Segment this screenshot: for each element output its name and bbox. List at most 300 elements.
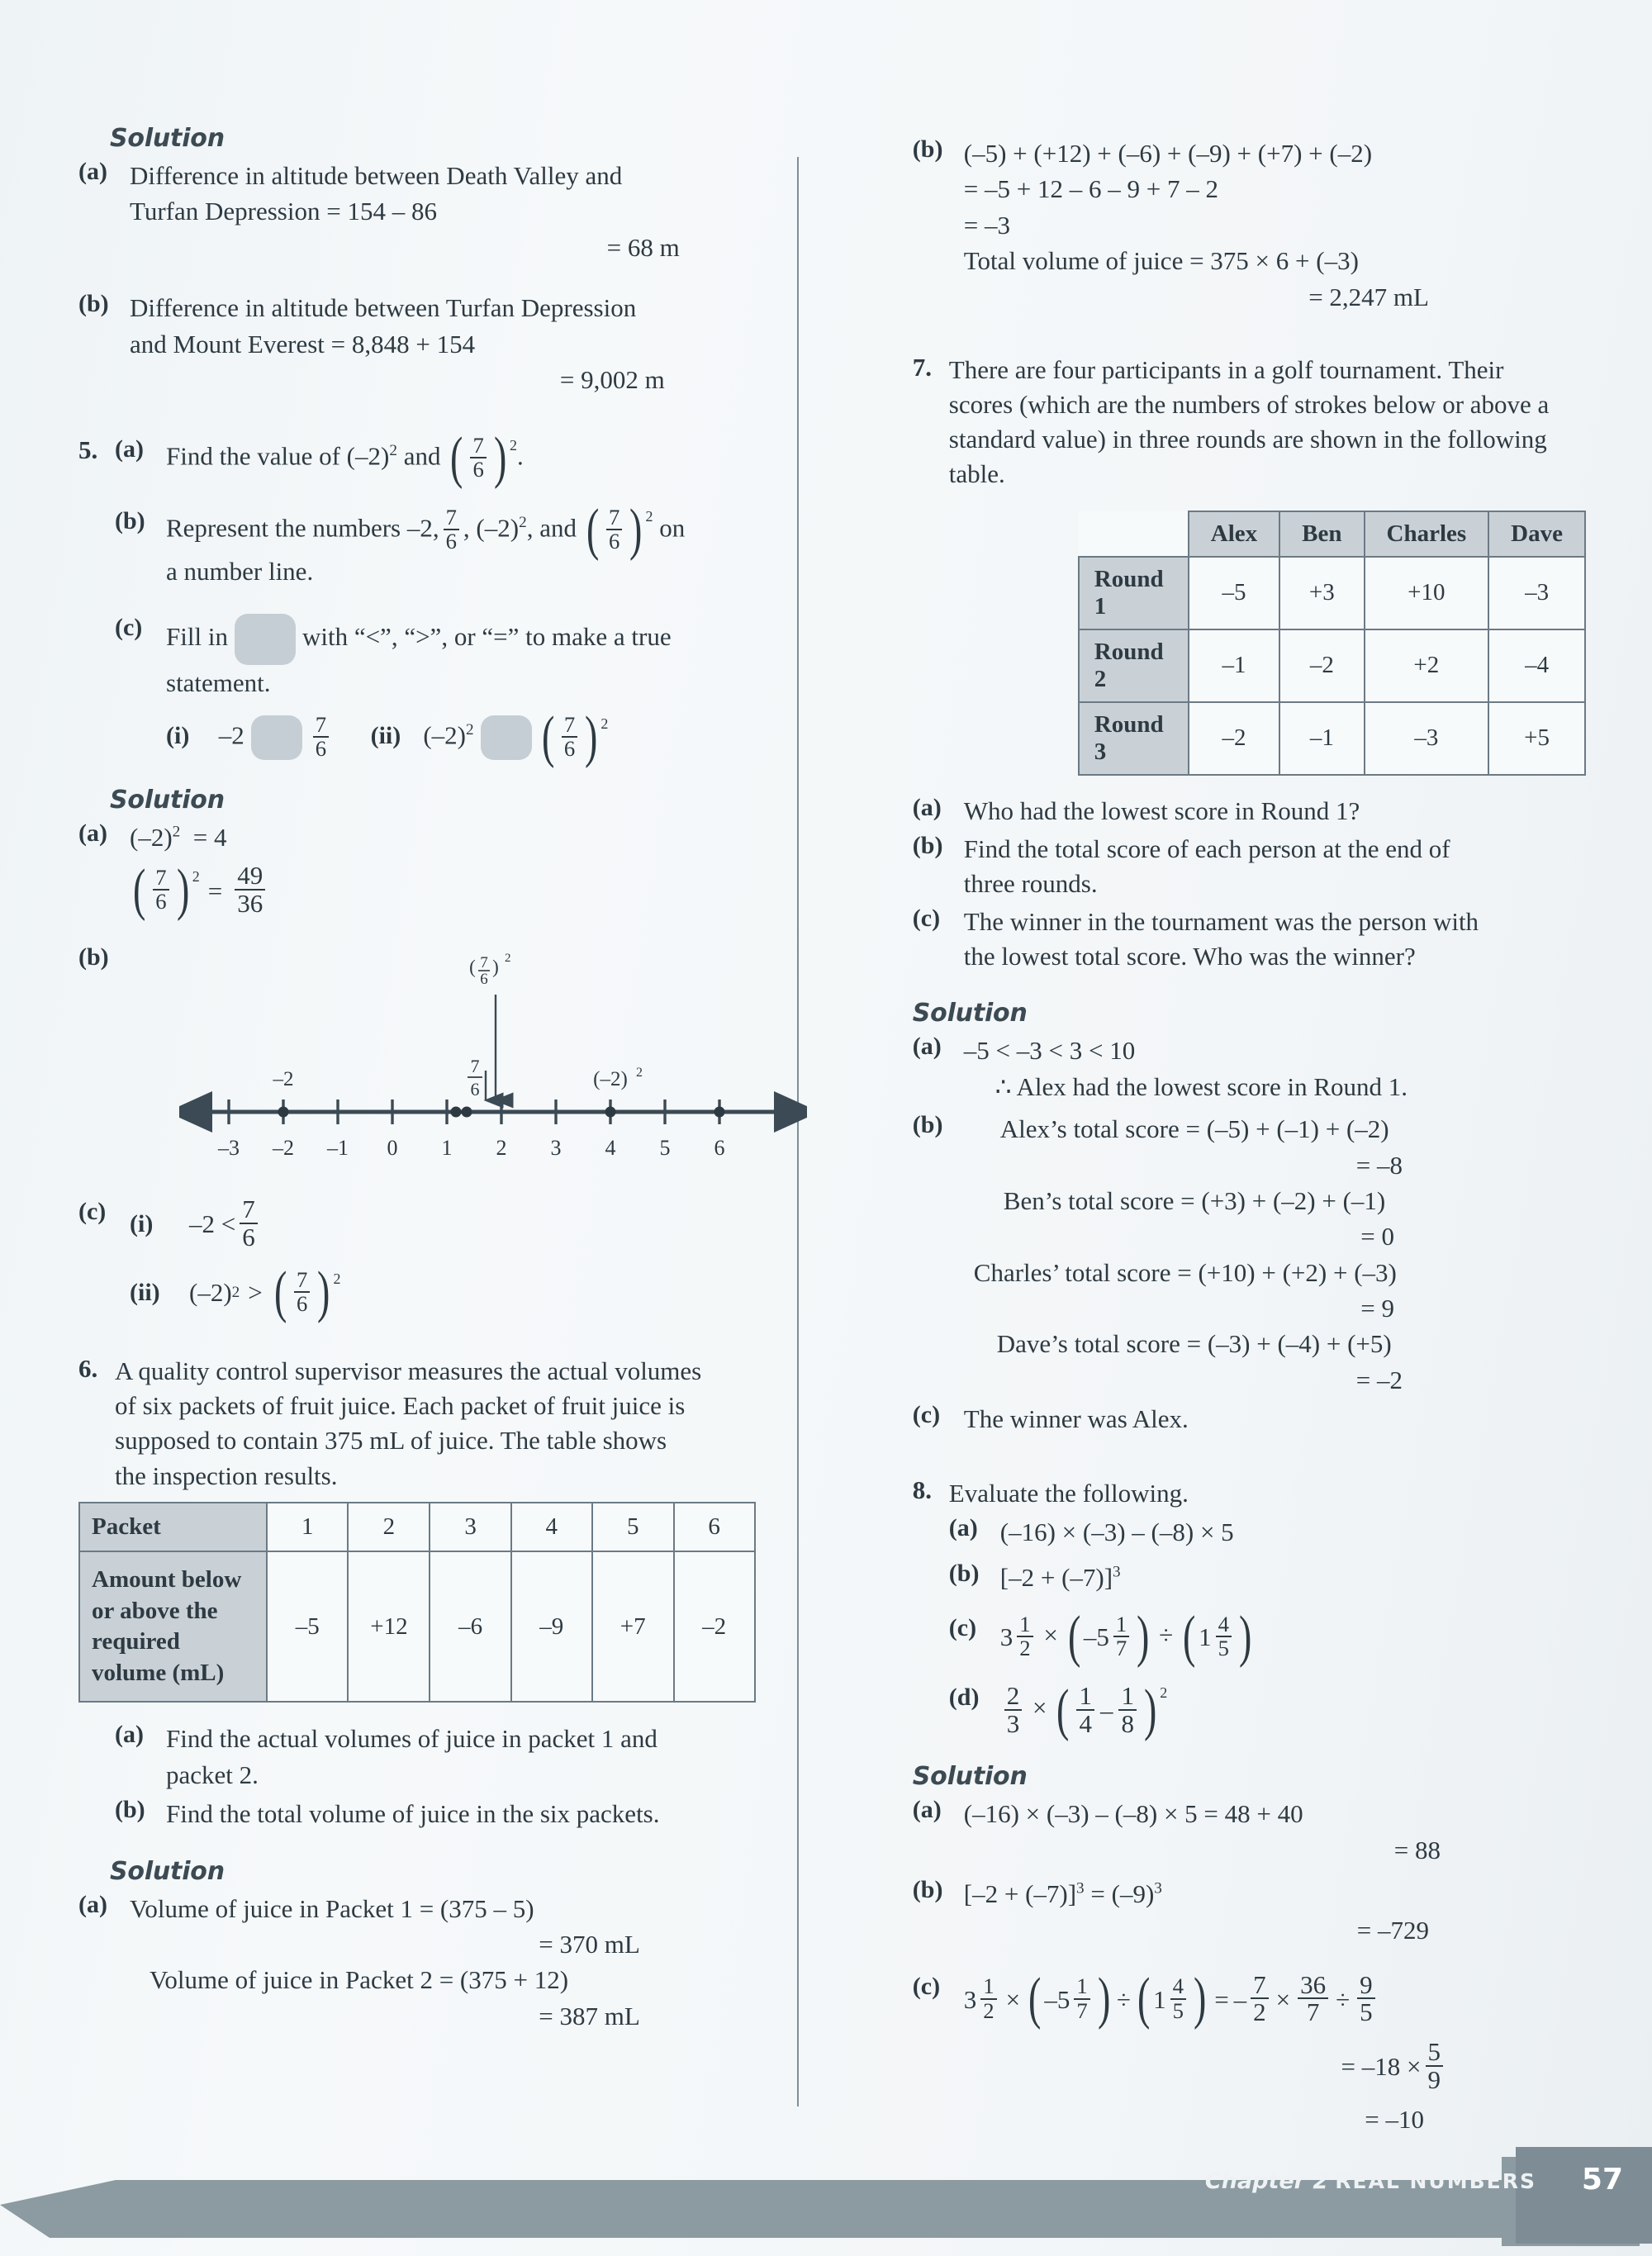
footer-chapter-label: Chapter 2: [1204, 2168, 1329, 2194]
sol6a-line1: Volume of juice in Packet 1 = (375 – 5): [130, 1893, 534, 1923]
q8c-m2-num: 1: [1115, 1611, 1127, 1636]
q7c-line1: The winner in the tournament was the person with: [963, 907, 1479, 937]
sol8b-line2: = –729: [1356, 1915, 1429, 1945]
sol8a-line2: = 88: [1393, 1835, 1441, 1864]
score-r3-ben: –1: [1279, 702, 1364, 775]
q8c-m3-whole: 1: [1199, 1622, 1212, 1652]
sol8c-m1-whole: 3: [963, 1984, 977, 2014]
packet-6: 6: [674, 1503, 755, 1552]
q7a-label: (a): [912, 793, 942, 821]
q8c-op-1: ×: [1043, 1620, 1058, 1650]
sol8c-eq: =: [1214, 1984, 1229, 2014]
q5b-exp2: 2: [645, 507, 653, 525]
q8d-paren-power: ( $\frac{1}{4}$ – $\frac{1}{8}$ ) $^2$: [1056, 1678, 1168, 1742]
sol7b-line2: = –8: [1355, 1150, 1403, 1180]
spacer-q6a: [78, 1721, 115, 1793]
q5b-text2: , (–2): [463, 513, 520, 543]
sol5c-i-label: (i): [130, 1210, 154, 1238]
sol5a-line2: ( $\frac{7}{6}$ ) $^2$ = $\frac{49}{36}$: [130, 864, 269, 918]
score-r3-alex: –2: [1189, 702, 1279, 775]
right-column: [912, 124, 1586, 2135]
svg-text:–3: –3: [218, 1135, 240, 1160]
sol7b-line1: Alex’s total score = (–5) + (–1) + (–2): [999, 1114, 1389, 1144]
sol8c-rf2-den: 7: [1298, 1997, 1328, 2026]
packet-3: 3: [430, 1503, 510, 1552]
question-number-8: 8.: [912, 1475, 933, 1504]
q8d-f2-num: 1: [1079, 1680, 1092, 1710]
q8c-mixed-1: [999, 1611, 1037, 1660]
sol5a-equals: =: [207, 876, 223, 905]
solution-heading-5: Solution: [110, 786, 225, 815]
q5b-frac-1: [444, 506, 459, 553]
q7b-label: (b): [912, 831, 943, 859]
q8d-f2-den: 4: [1076, 1709, 1094, 1737]
svg-text:0: 0: [387, 1135, 398, 1160]
table-row-header: [1079, 511, 1585, 557]
svg-text:7: 7: [470, 1055, 480, 1076]
q8d-f3-den: 8: [1118, 1709, 1137, 1737]
question-8d: [913, 1678, 1586, 1742]
question-8a: [913, 1514, 1586, 1550]
svg-text:–2: –2: [273, 1067, 294, 1090]
packet-2: 2: [348, 1503, 430, 1552]
sol5c-i-left: –2 <: [189, 1209, 236, 1239]
solution-4b-line1: Difference in altitude between Turfan Depression: [130, 293, 637, 323]
sol7b-line8: = –2: [1355, 1365, 1403, 1394]
column-header-alex: Alex: [1189, 511, 1279, 557]
sol5a-exp: 2: [172, 823, 181, 841]
spacer-q5b: [78, 507, 115, 590]
svg-text:5: 5: [659, 1135, 671, 1160]
q5b-text5: a number line.: [166, 557, 314, 587]
solution-8b: [913, 1876, 1586, 1948]
packet-1: 1: [267, 1503, 348, 1552]
sol5c-i-num: 7: [242, 1194, 255, 1224]
q8c-label: (c): [948, 1613, 977, 1641]
question-6a: [78, 1721, 756, 1793]
amount-row-label: Amount below or above the required volume (mL): [79, 1551, 267, 1702]
q8b-label: (b): [948, 1560, 980, 1588]
solution-5b: [78, 943, 756, 1219]
fill-in-box[interactable]: [235, 614, 296, 665]
sol8c-line2-left: = –18 ×: [1341, 2052, 1422, 2082]
question-8b: [913, 1560, 1586, 1595]
q8c-mixed-3: ( 1 $\frac{4}{5}$ ): [1182, 1604, 1252, 1669]
sol8c-m2-whole: –5: [1044, 1984, 1070, 2014]
column-header-dave: Dave: [1488, 511, 1585, 557]
sol8c-m3-whole: 1: [1153, 1984, 1166, 2014]
q5c-sub-i-left: –2: [218, 720, 244, 750]
column-header-ben: Ben: [1279, 511, 1364, 557]
sol7c-line: The winner was Alex.: [963, 1404, 1189, 1434]
score-r3-dave: +5: [1488, 702, 1585, 775]
sol5c-label: (c): [78, 1197, 107, 1225]
sol5c-i-den: 6: [240, 1223, 258, 1251]
q8a-expr: (–16) × (–3) – (–8) × 5: [999, 1517, 1234, 1547]
question-6b: [78, 1796, 756, 1831]
question-6: [78, 1354, 756, 1494]
q5c-i-den: 6: [313, 736, 329, 760]
question-number-7: 7.: [912, 352, 933, 382]
q7-line2: scores (which are the numbers of strokes below or above a: [948, 390, 1550, 420]
q5c-text3: statement.: [166, 668, 271, 698]
solution-4a: [78, 158, 756, 265]
sol7a-label: (a): [912, 1033, 942, 1061]
sol5a-frac-num: 7: [155, 865, 167, 890]
sol5c-ii-label: (ii): [130, 1278, 160, 1306]
spacer-q5c: [78, 614, 115, 701]
sol8c-line2: [964, 2036, 1586, 2094]
sol8c-rf2-num: 36: [1300, 1969, 1327, 1999]
svg-text:7: 7: [480, 953, 488, 971]
golf-scores-table: [1078, 511, 1586, 776]
sol8b-mid-exp: 3: [1154, 1879, 1162, 1897]
q8c-op-2: ÷: [1159, 1620, 1174, 1650]
sol5a-result-num: 49: [237, 861, 263, 891]
q6a-line1: Find the actual volumes of juice in packet 1 and: [166, 1724, 657, 1754]
fill-in-box-i[interactable]: [251, 715, 302, 760]
solution-heading-7: Solution: [912, 999, 1028, 1028]
q5b-frac2-den: 6: [606, 529, 622, 553]
q8d-op: ×: [1032, 1693, 1047, 1722]
q6-line2: of six packets of fruit juice. Each packet of fruit juice is: [115, 1391, 686, 1421]
q8c-m3-den: 5: [1216, 1636, 1232, 1660]
sol8b-mid: = (–9): [1084, 1879, 1155, 1909]
q5c-sub-i-frac: [313, 711, 329, 761]
question-7: [913, 353, 1586, 492]
table-row: [1079, 557, 1585, 629]
packet-4: 4: [511, 1503, 592, 1552]
amount-2: +12: [348, 1551, 430, 1702]
sol8c-rf1-den: 2: [1251, 1997, 1269, 2026]
q8a-label: (a): [948, 1514, 978, 1542]
sol7b-line6: = 9: [1360, 1294, 1394, 1323]
q7a-line1: Who had the lowest score in Round 1?: [963, 796, 1360, 825]
sol7b-label: (b): [912, 1111, 943, 1139]
q5a-frac-den: 6: [470, 457, 486, 481]
sol6a-line2: = 370 mL: [539, 1930, 640, 1959]
table-row: [1079, 629, 1585, 702]
sol5a-label: (a): [78, 819, 107, 848]
sol7b-line5: Charles’ total score = (+10) + (+2) + (–3): [973, 1257, 1397, 1287]
q5b-frac1-num: 7: [445, 504, 457, 530]
q5-part-label-b: (b): [115, 506, 145, 534]
q6-line1: A quality control supervisor measures the actual volumes: [115, 1356, 702, 1386]
q8d-f1-num: 2: [1006, 1680, 1020, 1710]
q8c-m2-den: 7: [1113, 1636, 1129, 1660]
svg-text:6: 6: [714, 1135, 725, 1160]
packet-row-label: Packet: [79, 1503, 267, 1552]
solution-4a-line3: = 68 m: [606, 232, 680, 262]
sol5a-frac-den: 6: [153, 889, 169, 913]
svg-text:1: 1: [441, 1135, 453, 1160]
sol5a-frac-exp: 2: [192, 868, 200, 886]
fill-in-box-ii[interactable]: [481, 715, 532, 760]
score-r1-alex: –5: [1189, 557, 1279, 629]
sol8c-rhs-sign: –: [1233, 1984, 1247, 2014]
sol5a-line1-right: = 4: [192, 823, 227, 853]
footer-text: [1205, 2168, 1536, 2194]
q5c-sub-i-label: (i): [166, 722, 190, 750]
q5b-text3: , and: [526, 513, 577, 543]
q8d-exp: 2: [1160, 1684, 1168, 1702]
score-r1-dave: –3: [1488, 557, 1585, 629]
solution-5a: [78, 819, 756, 923]
question-5b: [78, 497, 756, 590]
sol8a-line1: (–16) × (–3) – (–8) × 5 = 48 + 40: [963, 1799, 1303, 1829]
question-7a: [913, 794, 1586, 829]
q5b-frac2-num: 7: [608, 504, 620, 530]
q6-line4: the inspection results.: [115, 1460, 338, 1490]
question-8c: [913, 1604, 1586, 1669]
spacer-q8d: [913, 1684, 949, 1737]
packet-5: 5: [592, 1503, 674, 1552]
q7-line1: There are four participants in a golf tournament. Their: [948, 354, 1504, 384]
q5c-i-num: 7: [315, 711, 327, 737]
q6-line3: supposed to contain 375 mL of juice. The table shows: [115, 1426, 667, 1456]
q8c-m2-whole: –5: [1083, 1622, 1109, 1652]
svg-text:–1: –1: [327, 1135, 349, 1160]
amount-6: –2: [674, 1551, 755, 1702]
number-line-figure: [130, 947, 756, 1219]
solution-heading-8: Solution: [912, 1762, 1028, 1792]
q5b-text4: on: [653, 513, 686, 543]
sol8c-rop2: ÷: [1336, 1984, 1351, 2014]
sol7b-line3: Ben’s total score = (+3) + (–2) + (–1): [1003, 1185, 1386, 1215]
sol8c-rf3-den: 5: [1357, 1997, 1375, 2026]
q8d-label: (d): [948, 1684, 980, 1712]
page-number: 57: [1581, 2163, 1623, 2197]
q8c-m1-num: 1: [1019, 1611, 1031, 1636]
q8d-op-2: –: [1099, 1696, 1113, 1726]
q5-part-label-c: (c): [115, 614, 143, 642]
q5c-text2: with “<”, “>”, or “=” to make a true: [301, 622, 672, 652]
spacer-q5c-sub2: [115, 715, 166, 761]
spacer-q8c: [913, 1614, 949, 1660]
sol6a-line4: = 387 mL: [539, 2001, 640, 2030]
row-label-round-3: Round 3: [1079, 702, 1189, 775]
svg-text:(–2): (–2): [593, 1067, 628, 1090]
sol8c-rop1: ×: [1275, 1984, 1291, 2014]
question-5: [78, 426, 756, 491]
solution-6b: [913, 135, 1586, 315]
q8c-m3-num: 4: [1218, 1611, 1229, 1636]
svg-text:): ): [492, 956, 499, 977]
question-8: [913, 1475, 1586, 1511]
sol8c-line3: = –10: [1365, 2105, 1424, 2135]
solution-4a-line2: Turfan Depression = 154 – 86: [130, 197, 437, 226]
solution-7b: [913, 1111, 1586, 1398]
solution-6a: [78, 1891, 756, 2035]
spacer-q8a: [913, 1514, 949, 1550]
score-r1-charles: +10: [1365, 557, 1489, 629]
sol7b-line7: Dave’s total score = (–3) + (–4) + (+5): [996, 1329, 1392, 1359]
svg-text:2: 2: [636, 1065, 643, 1080]
q6b-label: (b): [115, 1796, 145, 1824]
score-r2-alex: –1: [1189, 629, 1279, 702]
svg-text:6: 6: [470, 1078, 480, 1100]
sol8c-m2-num: 1: [1076, 1973, 1088, 1999]
table-row-amounts: [79, 1551, 755, 1702]
q5c-ii-fraction-power: ( $\frac{7}{6}$ ) $^2$: [541, 705, 609, 769]
question-number-5: 5.: [78, 435, 98, 465]
q5a-text-mid: and: [396, 441, 441, 471]
score-r2-dave: –4: [1488, 629, 1585, 702]
q8b-expr: [–2 + (–7)]: [999, 1563, 1113, 1593]
sol8b-left-exp: 3: [1076, 1879, 1085, 1897]
q8d-f1-den: 3: [1004, 1709, 1023, 1737]
q5c-ii-num: 7: [563, 711, 576, 737]
sol8c-m3-den: 5: [1170, 1998, 1186, 2022]
sol8b-left: [–2 + (–7)]: [963, 1879, 1077, 1909]
sol6b-line4: Total volume of juice = 375 × 6 + (–3): [963, 246, 1359, 276]
score-r2-charles: +2: [1365, 629, 1489, 702]
q8d-f3-num: 1: [1121, 1680, 1134, 1710]
q5c-ii-exp: 2: [601, 715, 609, 733]
q5-part-label-a: (a): [115, 435, 144, 463]
q7c-label: (c): [912, 905, 941, 933]
sol8c-m2-den: 7: [1074, 1998, 1089, 2022]
amount-3: –6: [430, 1551, 510, 1702]
solution-8a: [913, 1796, 1586, 1868]
question-7b: [913, 832, 1586, 901]
sol5a-result-den: 36: [235, 889, 265, 917]
sol5c-ii-exp: 2: [333, 1270, 341, 1287]
table-row-header: [79, 1503, 755, 1552]
solution-4b-line3: = 9,002 m: [559, 364, 665, 394]
q5a-text: Find the value of (–2): [166, 441, 390, 471]
q5c-ii-exp-left: 2: [465, 720, 474, 739]
sol7a-line1: –5 < –3 < 3 < 10: [963, 1036, 1136, 1066]
q7c-line2: the lowest total score. Who was the winner?: [963, 942, 1416, 971]
q8c-mixed-2: ( –5 $\frac{1}{7}$ ): [1067, 1604, 1150, 1669]
solution-5c: (c) (i) –2 < $\frac{7}{6}$ (ii) (–2) 2 > ( $\frac{7}{6}$ ) $^2$: [78, 1194, 341, 1324]
svg-text:–2: –2: [273, 1135, 294, 1160]
q5c-ii-den: 6: [562, 736, 577, 760]
score-r3-charles: –3: [1365, 702, 1489, 775]
q8c-m1-den: 2: [1017, 1636, 1032, 1660]
sol8c-op1: ×: [1005, 1984, 1021, 2014]
q8d-frac-1: [1004, 1680, 1023, 1738]
sol6b-line5: = 2,247 mL: [1308, 282, 1429, 311]
q5c-sub-ii-left: (–2): [423, 720, 466, 750]
spacer-q8b: [913, 1560, 949, 1595]
q8c-m1-whole: 3: [999, 1622, 1014, 1652]
solution-heading-4: Solution: [110, 124, 225, 153]
sol8c-m1-den: 2: [980, 1998, 996, 2022]
sol5a-result-frac: [235, 861, 265, 919]
sol8c-rf1-num: 7: [1253, 1969, 1266, 1999]
q5b-frac1-den: 6: [444, 529, 459, 553]
q5c-text1: Fill in: [166, 622, 228, 652]
amount-4: –9: [511, 1551, 592, 1702]
sol6a-label: (a): [78, 1890, 107, 1918]
sol6b-line2: = –5 + 12 – 6 – 9 + 7 – 2: [963, 174, 1218, 204]
svg-text:(: (: [469, 956, 476, 977]
sol8c-label: (c): [912, 1972, 941, 2000]
sol5c-ii-den: 6: [294, 1291, 310, 1315]
sol7b-line4: = 0: [1360, 1222, 1394, 1251]
q6a-line2: packet 2.: [166, 1760, 259, 1789]
sol8c-rf3-num: 9: [1360, 1969, 1373, 1999]
spacer-q6b: [78, 1796, 115, 1831]
part-label-a: (a): [78, 158, 107, 185]
table-corner-cell: [1079, 511, 1189, 557]
q7-line4: table.: [948, 459, 1005, 489]
page-columns: [78, 124, 1586, 2135]
sol6b-line3: = –3: [963, 210, 1010, 240]
amount-1: –5: [267, 1551, 348, 1702]
packet-table: [78, 1502, 756, 1703]
solution-4b-line2: and Mount Everest = 8,848 + 154: [130, 329, 476, 359]
question-7c: [913, 905, 1586, 974]
q6b-line1: Find the total volume of juice in the six packets.: [166, 1799, 660, 1829]
table-row: [1079, 702, 1585, 775]
row-label-round-1: Round 1: [1079, 557, 1189, 629]
score-r1-ben: +3: [1279, 557, 1364, 629]
q5b-text1: Represent the numbers –2,: [166, 513, 439, 543]
svg-text:4: 4: [605, 1135, 616, 1160]
number-line-svg: [179, 947, 807, 1219]
sol8b-label: (b): [912, 1876, 943, 1904]
sol6b-label: (b): [912, 135, 943, 163]
q5a-text-after: .: [516, 441, 524, 471]
question-5c-subparts: [78, 705, 756, 769]
solution-4a-line1: Difference in altitude between Death Valley and: [130, 161, 623, 190]
sol6a-line3: Volume of juice in Packet 2 = (375 + 12): [150, 1965, 569, 1995]
q6a-label: (a): [115, 1721, 144, 1749]
q7b-line1: Find the total score of each person at the end of: [963, 834, 1450, 863]
sol5b-label: (b): [78, 943, 109, 971]
q7b-line2: three rounds.: [963, 868, 1098, 898]
svg-text:3: 3: [550, 1135, 562, 1160]
left-column: [78, 124, 797, 2107]
svg-text:2: 2: [505, 951, 511, 965]
sol8c-line1: 3 $\frac{1}{2}$ × ( –5 $\frac{1}{7}$ ) ÷ ( 1 $\frac{4}{5}$ ) = – $\frac{7}{2}$ × $\frac{36}{7}$ ÷ $\frac{9}{5}$: [964, 1973, 1586, 2026]
q5a-exponent-2: 2: [510, 436, 517, 454]
spacer-q5c-sub: [78, 715, 115, 761]
q5a-fraction-power: ( $\frac{7}{6}$ ) $^2$: [450, 426, 517, 491]
sol8c-m3-num: 4: [1172, 1973, 1184, 1999]
row-label-round-2: Round 2: [1079, 629, 1189, 702]
q8b-exp: 3: [1113, 1564, 1121, 1582]
sol7c-label: (c): [912, 1401, 941, 1429]
sol8c-op2: ÷: [1116, 1984, 1131, 2014]
column-header-charles: Charles: [1365, 511, 1489, 557]
sol5a-line1-left: (–2): [130, 823, 173, 853]
q8-text: Evaluate the following.: [948, 1478, 1189, 1508]
sol8c-l2-den: 9: [1426, 2065, 1444, 2093]
sol8c-l2-num: 5: [1427, 2036, 1441, 2066]
solution-heading-6: Solution: [110, 1856, 225, 1886]
q5b-exp1: 2: [519, 513, 527, 531]
sol5c-i-frac: [240, 1196, 258, 1250]
sol5c-ii-num: 7: [296, 1266, 308, 1292]
solution-4b: [78, 290, 756, 397]
q5a-frac-num: 7: [472, 433, 484, 458]
sol8c-m1-num: 1: [983, 1973, 995, 1999]
sol6b-line1: (–5) + (+12) + (–6) + (–9) + (+7) + (–2): [963, 139, 1373, 168]
question-number-6: 6.: [78, 1354, 98, 1384]
sol5c-ii-left: (–2): [189, 1278, 232, 1308]
amount-5: +7: [592, 1551, 674, 1702]
solution-7c: [913, 1401, 1586, 1437]
svg-text:2: 2: [496, 1135, 507, 1160]
sol5c-ii-op: >: [248, 1278, 263, 1308]
sol7a-line2: ∴ Alex had the lowest score in Round 1.: [995, 1071, 1408, 1101]
score-r2-ben: –2: [1279, 629, 1364, 702]
q7-line3: standard value) in three rounds are shown in the following: [948, 425, 1547, 454]
